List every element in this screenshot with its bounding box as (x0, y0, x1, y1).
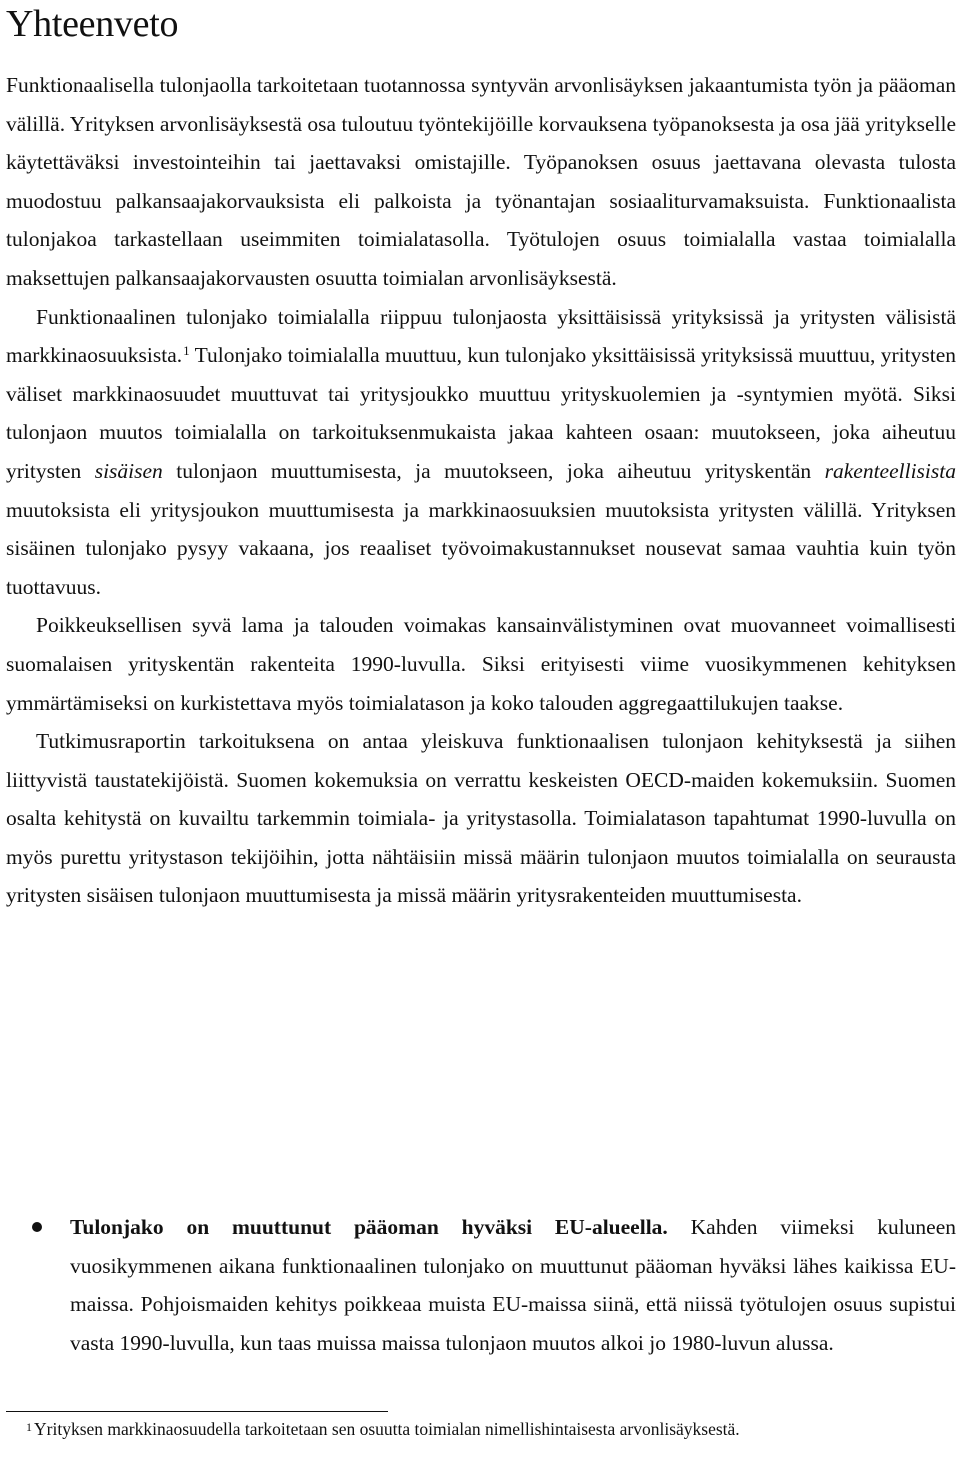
footnote-reference: 1 (183, 343, 190, 359)
paragraph-1 (6, 66, 956, 298)
bullet-icon (32, 1222, 42, 1232)
paragraph-3 (6, 606, 956, 722)
footnote-divider (6, 1411, 388, 1412)
paragraph-text: tulonjaon muuttumisesta, ja muutokseen, joka aiheutuu yrityskentän (162, 458, 825, 483)
paragraph-text: Tulonjako toimialalla muuttuu, kun tulonjako yksittäisissä yrityksissä muuttuu, yritysten väliset markkinaosuudet muuttuvat tai yritysjoukko muuttuu yrityskuolemien ja -syntymien myötä. Siksi tulonjaon muutos toimialalla on tarkoituksenmukaista jakaa kahteen osaan: muutokseen, joka aiheutuu yritysten (6, 343, 956, 483)
bullet-item (6, 1208, 956, 1362)
paragraph-2 (6, 298, 956, 607)
paragraph-text: Tutkimusraportin tarkoituksena on antaa yleiskuva funktionaalisen tulonjaon kehityksestä ja siihen liittyvistä taustatekijöistä. Suomen kokemuksia on verrattu keskeisten OECD-maiden kokemuksiin. Suomen osalta kehitystä on kuvailtu tarkemmin toimiala- ja yritystasolla. Toimialatason tapahtumat 1990-luvulla on myös purettu yritystason tekijöihin, jotta nähtäisiin missä määrin tulonjaon muutos toimialalla on seurausta yritysten sisäisen tulonjaon muuttumisesta ja missä määrin yritysrakenteiden muuttumisesta. (6, 729, 956, 908)
footnote (6, 1418, 956, 1441)
footnote-mark: 1 (26, 1420, 32, 1434)
bullet-lead-text: Tulonjako on muuttunut pääoman hyväksi EU-alueella. (70, 1215, 668, 1239)
bullet-list (6, 1208, 956, 1362)
bullet-body-text: Kahden viimeksi kuluneen vuosikymmenen aikana funktionaalinen tulonjako on muuttunut pääoman hyväksi lähes kaikissa EU-maissa. Pohjoismaiden kehitys poikkeaa muista EU-maissa siinä, että niissä työtulojen osuus supistui vasta 1990-luvulla, kun taas muissa maissa tulonjaon muutos alkoi jo 1980-luvun alussa. (70, 1215, 956, 1355)
paragraph-text: Funktionaalisella tulonjaolla tarkoitetaan tuotannossa syntyvän arvonlisäyksen jakaantumista työn ja pääoman välillä. Yrityksen arvonlisäyksestä osa tuloutuu työntekijöille korvauksena työpanoksesta ja osa jää yritykselle käytettäväksi investointeihin tai jaettavaksi omistajille. Työpanoksen osuus jaettavana olevasta tulosta muodostuu palkansaajakorvauksista eli palkoista ja työnantajan sosiaaliturvamaksuista. Funktionaalista tulonjakoa tarkastellaan useimmiten toimialatasolla. Työtulojen osuus toimialalla vastaa toimialalla maksettujen palkansaajakorvausten osuutta toimialan arvonlisäyksestä. (6, 73, 956, 290)
section-title: Yhteenveto (6, 3, 179, 45)
paragraph-text: muutoksista eli yritysjoukon muuttumisesta ja markkinaosuuksien muutoksista yritysten välillä. Yrityksen sisäinen tulonjako pysyy vakaana, jos reaaliset työvoimakustannukset nousevat samaa vauhtia kuin työn tuottavuus. (6, 497, 956, 599)
emphasized-text: sisäisen (94, 458, 163, 483)
document-page (6, 0, 956, 1472)
footnote-text: Yrityksen markkinaosuudella tarkoitetaan sen osuutta toimialan nimellishintaisesta arvonlisäyksestä. (34, 1419, 740, 1439)
paragraph-text: Poikkeuksellisen syvä lama ja talouden voimakas kansainvälistyminen ovat muovanneet voimallisesti suomalaisen yrityskentän rakenteita 1990-luvulla. Siksi erityisesti viime vuosikymmenen kehityksen ymmärtämiseksi on kurkistettava myös toimialatason ja koko talouden aggregaattilukujen taakse. (6, 613, 956, 715)
emphasized-text: rakenteellisista (824, 458, 956, 483)
paragraph-4 (6, 722, 956, 915)
paragraph-text: Funktionaalinen tulonjako toimialalla riippuu tulonjaosta yksittäisissä yrityksissä ja yritysten välisistä markkinaosuuksista. (6, 304, 956, 368)
body-text (6, 66, 956, 915)
